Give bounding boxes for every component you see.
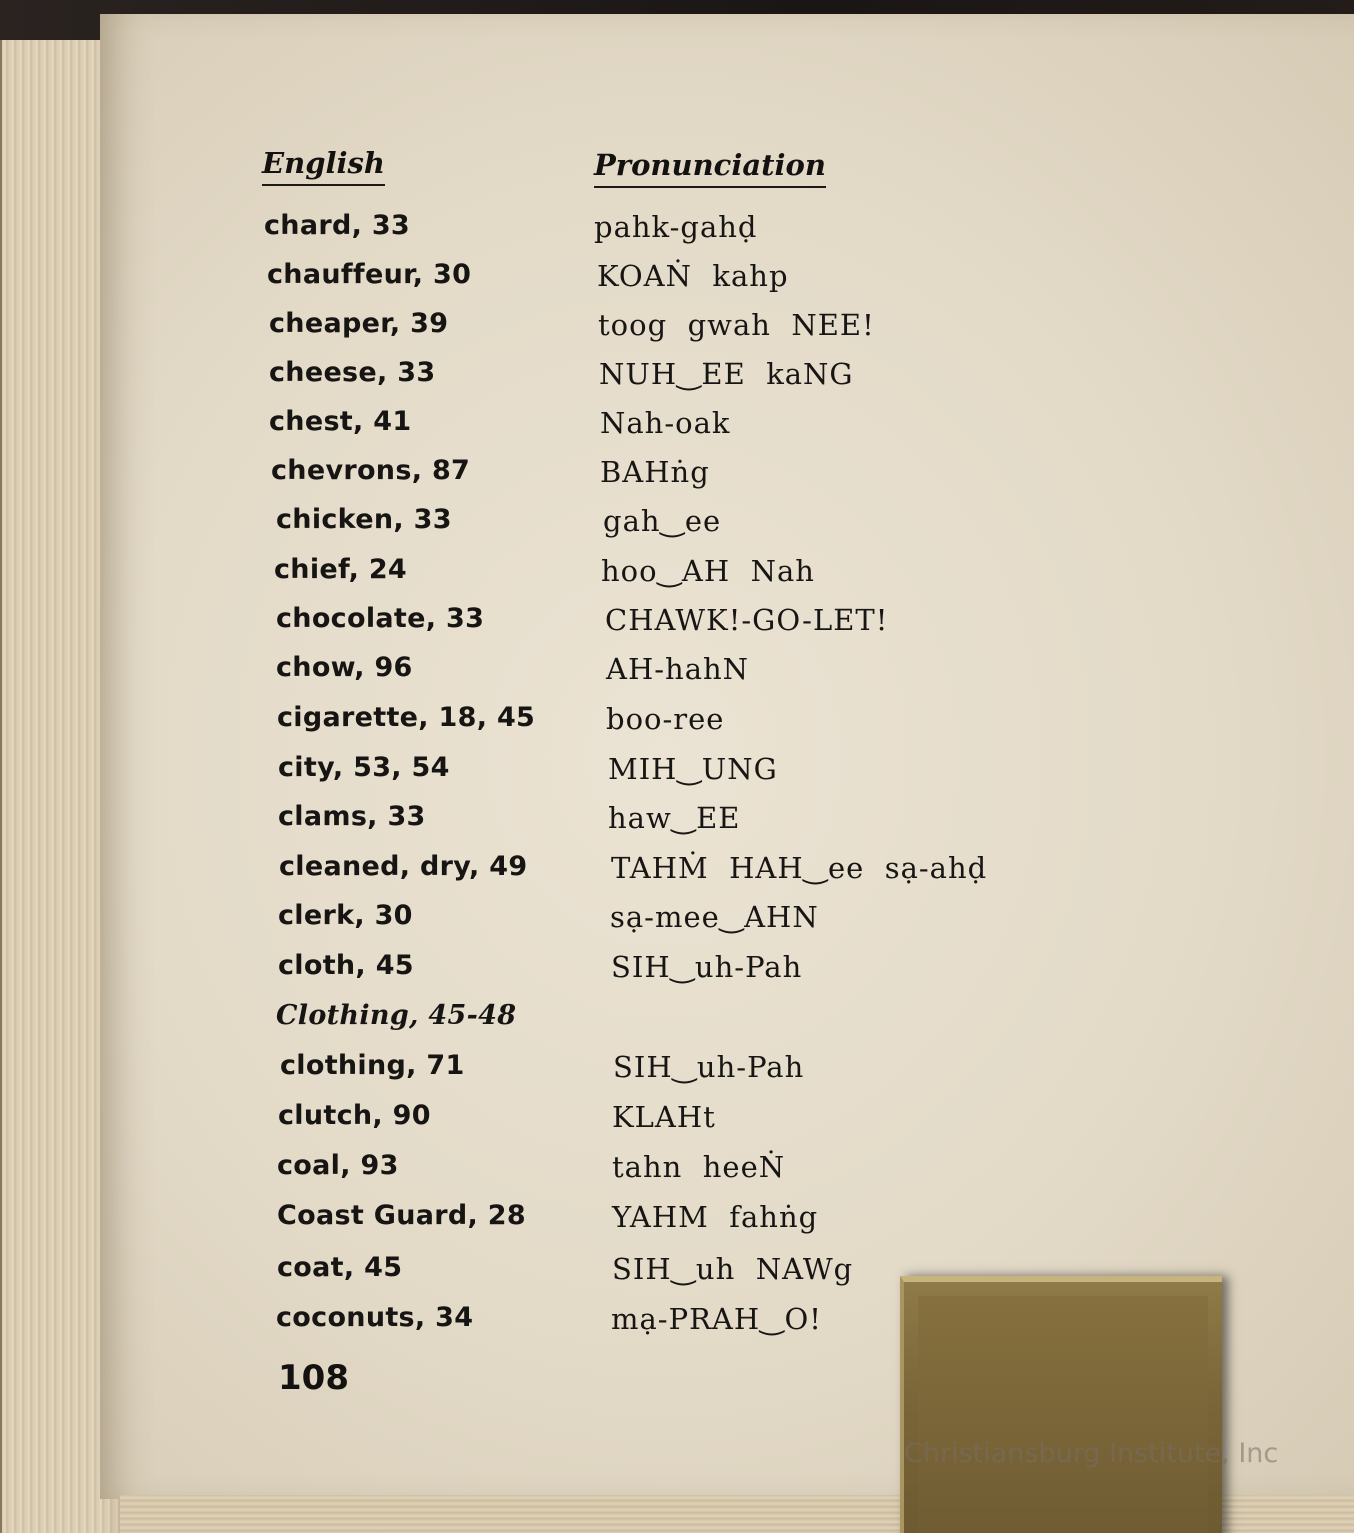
english-term: clothing, 71 — [280, 1050, 465, 1081]
pronunciation-text: SIH‿uh-Pah — [613, 1050, 805, 1084]
book-clip-face — [918, 1296, 1208, 1533]
english-term: Coast Guard, 28 — [277, 1200, 526, 1231]
pronunciation-text: NUH‿EE kaNG — [599, 357, 854, 391]
pronunciation-text: Nah-oak — [600, 406, 731, 440]
english-term: chauffeur, 30 — [267, 259, 472, 290]
pronunciation-text: MIH‿UNG — [608, 752, 778, 786]
english-term: clutch, 90 — [278, 1100, 431, 1131]
column-header-pronunciation: Pronunciation — [594, 148, 826, 188]
page-number: 108 — [278, 1358, 349, 1398]
english-term: chest, 41 — [269, 406, 412, 437]
english-term: chard, 33 — [264, 210, 411, 241]
english-term: chevrons, 87 — [271, 455, 471, 486]
english-term: chicken, 33 — [276, 504, 452, 535]
pronunciation-text: SIH‿uh NAWg — [612, 1252, 854, 1286]
english-term: coat, 45 — [277, 1252, 403, 1283]
pronunciation-text: pahk-gahḍ — [594, 210, 758, 244]
english-term: cloth, 45 — [278, 950, 414, 981]
english-term: city, 53, 54 — [278, 752, 450, 783]
english-term: cheese, 33 — [269, 357, 436, 388]
pronunciation-text: CHAWK!-GO-LET! — [605, 603, 889, 637]
pronunciation-text: AH-hahN — [606, 652, 750, 686]
column-header-english: English — [262, 146, 385, 186]
book-clip — [900, 1276, 1222, 1533]
english-term: cheaper, 39 — [269, 308, 449, 339]
english-term: chocolate, 33 — [276, 603, 485, 634]
english-term: Clothing, 45-48 — [276, 1000, 517, 1031]
pronunciation-text: toog gwah NEE! — [598, 308, 875, 342]
english-term: clams, 33 — [278, 801, 426, 832]
pronunciation-text: SIH‿uh-Pah — [611, 950, 803, 984]
pronunciation-text: KLAHt — [612, 1100, 716, 1134]
pronunciation-text: gah‿ee — [603, 504, 722, 538]
english-term: coconuts, 34 — [276, 1302, 474, 1333]
pronunciation-text: mạ-PRAH‿O! — [611, 1302, 822, 1336]
pronunciation-text: BAHṅg — [600, 455, 710, 489]
pronunciation-text: tahn heeṄ — [612, 1150, 786, 1184]
pronunciation-text: YAHM fahṅg — [612, 1200, 819, 1234]
english-term: chow, 96 — [276, 652, 413, 683]
english-term: cigarette, 18, 45 — [277, 702, 536, 733]
english-term: cleaned, dry, 49 — [279, 851, 528, 882]
english-term: clerk, 30 — [278, 900, 413, 931]
watermark: Christiansburg Institute, Inc — [904, 1438, 1279, 1469]
pronunciation-text: haw‿EE — [608, 801, 741, 835]
pronunciation-text: sạ-mee‿AHN — [610, 900, 819, 934]
pronunciation-text: TAHṀ HAH‿ee sạ-ahḍ — [611, 851, 988, 885]
english-term: coal, 93 — [277, 1150, 399, 1181]
pronunciation-text: boo-ree — [606, 702, 725, 736]
pronunciation-text: hoo‿AH Nah — [601, 554, 815, 588]
pronunciation-text: KOAṄ kahp — [597, 259, 789, 293]
english-term: chief, 24 — [274, 554, 407, 585]
